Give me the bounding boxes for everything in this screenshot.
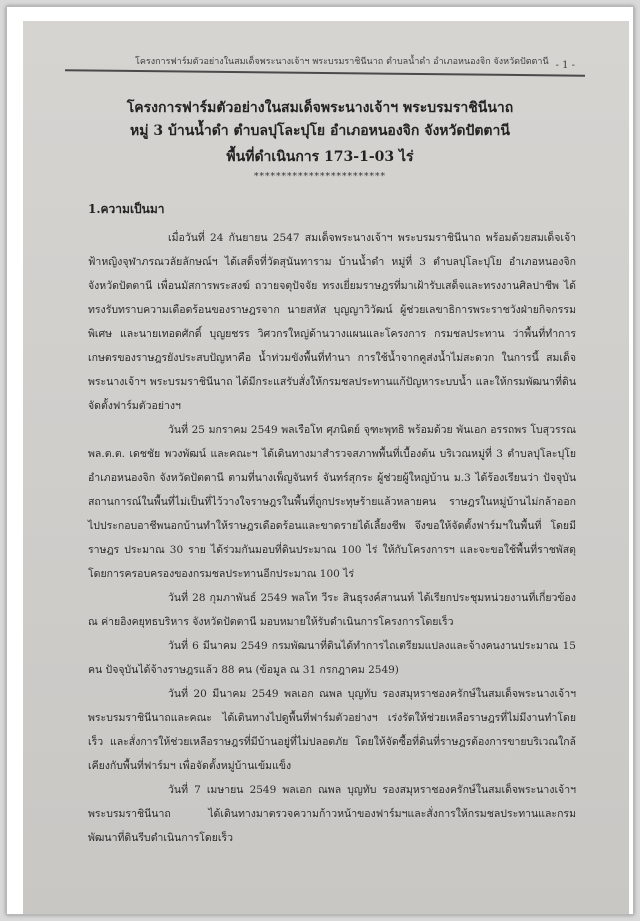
paragraph: วันที่ 20 มีนาคม 2549 พลเอก ณพล บุญทับ รองสมุหราชองครักษ์ในสมเด็จพระนางเจ้าฯ พระบรมราชินีนาถและคณะ ได้เดินทางไปดูพื้นที่ฟาร์มตัวอย่างฯ เร่งรัดให้ช่วยเหลือราษฎรที่ไม่มีงานทำโดยเร็ว และสั่งการให้ช่วยเหลือราษฎรที่มีบ้านอยู่ที่ไม่ปลอดภัย โดยให้จัดซื้อที่ดินที่ราษฎรต้องการขายบริเวณใกล้เคียงกับพื้นที่ฟาร์มฯ เพื่อจัดตั้งหมู่บ้านเข้มแข็ง xyxy=(88,688,576,772)
title-line-2: หมู่ 3 บ้านน้ำดำ ตำบลปุโละปุโย อำเภอหนองจิก จังหวัดปัตตานี xyxy=(130,123,510,139)
page-number: - 1 - xyxy=(555,60,575,71)
page-header xyxy=(65,50,575,72)
star-divider: ************************ xyxy=(254,172,386,182)
section-heading: 1.ความเป็นมา xyxy=(88,202,165,216)
header-text: โครงการฟาร์มตัวอย่างในสมเด็จพระนางเจ้าฯ พระบรมราชินีนาถ ตำบลน้ำดำ อำเภอหนองจิก จังหวัดปัตตานี xyxy=(135,57,549,67)
paragraph: วันที่ 6 มีนาคม 2549 กรมพัฒนาที่ดินได้ทำการไถเตรียมแปลงและจ้างคนงานประมาณ 15 คน ปัจจุบันได้จ้างราษฎรแล้ว 88 คน (ข้อมูล ณ 31 กรกฎาคม 2549) xyxy=(88,640,576,676)
paragraph: เมื่อวันที่ 24 กันยายน 2547 สมเด็จพระนางเจ้าฯ พระบรมราชินีนาถ พร้อมด้วยสมเด็จเจ้าฟ้าหญิงจุฬาภรณวลัยลักษณ์ฯ ได้เสด็จที่วัดสุนันทาราม บ้านน้ำดำ หมู่ที่ 3 ตำบลปุโละปุโย อำเภอหนองจิก จังหวัดปัตตานี เพื่อนมัสการพระสงฆ์ ถวายจตุปัจจัย ทรงเยี่ยมราษฎรที่มาเฝ้ารับเสด็จและทรงงานศิลปาชีพ ได้ทรงรับทราบความเดือดร้อนของราษฎรจาก นายสหัส บุญญาวิวัฒน์ ผู้ช่วยเลขาธิการพระราชวังฝ่ายกิจกรรมพิเศษ และนายเทอดศักดิ์ บุญยชรร วิศวกรใหญ่ด้านวางแผนและโครงการ กรมชลประทาน ว่าพื้นที่ทำการเกษตรของราษฎรยังประสบปัญหาคือ น้ำท่วมขังพื้นที่ทำนา การใช้น้ำจากคูส่งน้ำไม่สะดวก ในการนี้ สมเด็จพระนางเจ้าฯ พระบรมราชินีนาถ ได้มีกระแสรับสั่งให้กรมชลประทานแก้ปัญหาระบบน้ำ และให้กรมพัฒนาที่ดินจัดตั้งฟาร์มตัวอย่างฯ xyxy=(88,232,576,412)
paragraph: วันที่ 28 กุมภาพันธ์ 2549 พลโท วีระ สินธุรงค์สานนท์ ได้เรียกประชุมหน่วยงานที่เกี่ยวข้อง ณ ค่ายอิงคยุทธบริหาร จังหวัดปัตตานี มอบหมายให้รับดำเนินการโครงการโดยเร็ว xyxy=(88,592,576,628)
paragraph: วันที่ 7 เมษายน 2549 พลเอก ณพล บุญทับ รองสมุหราชองครักษ์ในสมเด็จพระนางเจ้าฯ พระบรมราชินีนาถ ได้เดินทางมาตรวจความก้าวหน้าของฟาร์มฯและสั่งการให้กรมชลประทานและกรมพัฒนาที่ดินรีบดำเนินการโดยเร็ว xyxy=(88,784,576,844)
title-line-3: พื้นที่ดำเนินการ 173-1-03 ไร่ xyxy=(226,149,414,165)
title-line-1: โครงการฟาร์มตัวอย่างในสมเด็จพระนางเจ้าฯ พระบรมราชินีนาถ xyxy=(126,100,514,116)
body-text xyxy=(88,226,576,850)
paragraph: วันที่ 25 มกราคม 2549 พลเรือโท ศุภนิตย์ จุฑะพุทธิ พร้อมด้วย พันเอก อรรถพร โบสุวรรณ พล.ต.ต. เดชชัย พวงพัฒน์ และคณะฯ ได้เดินทางมาสำรวจสภาพพื้นที่เบื้องต้น บริเวณหมู่ที่ 3 ตำบลปุโละปุโย อำเภอหนองจิก จังหวัดปัตตานี ตามที่นางเพ็ญจันทร์ จันทร์สุกระ ผู้ช่วยผู้ใหญ่บ้าน ม.3 ได้ร้องเรียนว่า ปัจจุบันสถานการณ์ในพื้นที่ไม่เป็นที่ไว้วางใจราษฎรในพื้นที่ถูกประทุษร้ายแล้วหลายคน ราษฎรในหมู่บ้านไม่กล้าออกไปประกอบอาชีพนอกบ้านทำให้ราษฎรเดือดร้อนและขาดรายได้เลี้ยงชีพ จึงขอให้จัดตั้งฟาร์มฯในพื้นที่ โดยมีราษฎร ประมาณ 30 ราย ได้ร่วมกันมอบที่ดินประมาณ 100 ไร่ ให้กับโครงการฯ และจะขอใช้พื้นที่ราชพัสดุ โดยการครอบครองของกรมชลประทานอีกประมาณ 100 ไร่ xyxy=(88,424,576,580)
